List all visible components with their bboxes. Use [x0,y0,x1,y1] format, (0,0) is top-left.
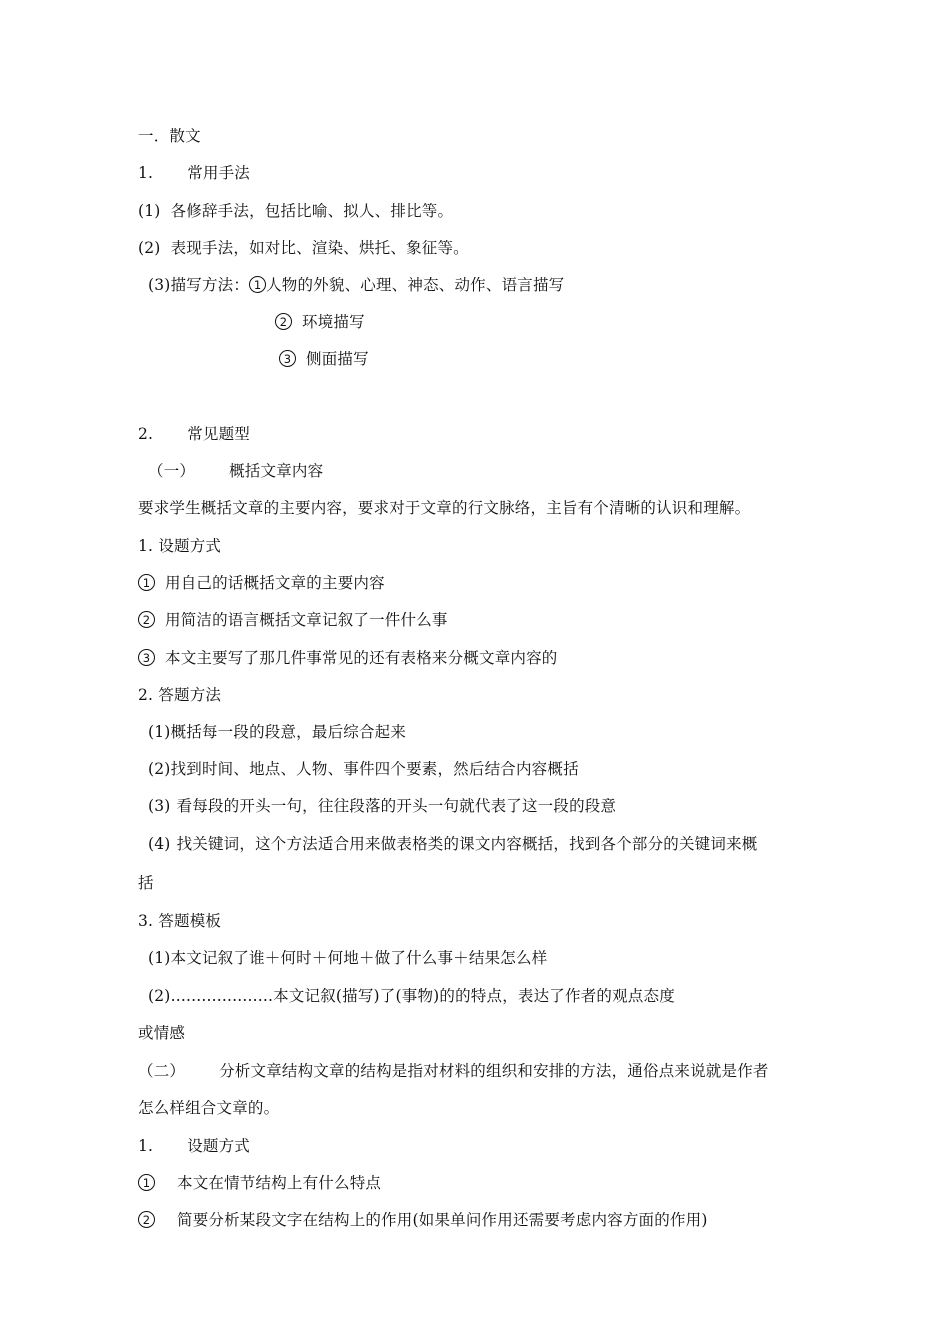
sub2-ask-heading [138,1136,250,1156]
sub2-marker: （二） [138,1062,186,1080]
sub2-heading-cont: 怎么样组合文章的。 [138,1099,280,1117]
method-text: 找到时间、地点、人物、事件四个要素，然后结合内容概括 [170,760,579,778]
circled-number: 3 [279,350,296,367]
ask-text: 用自己的话概括文章的主要内容 [165,574,385,592]
circled-number: 1 [138,574,155,591]
part1-number: 1. [138,164,154,182]
circled-number: 2 [275,313,292,330]
description-text: 侧面描写 [306,350,369,368]
sub1-marker: （一） [148,462,196,480]
part1-heading [138,163,250,183]
part1-item-2 [138,238,469,258]
sub2-text: 分析文章结构文章的结构是指对材料的组织和安排的方法，通俗点来说就是作者 [219,1062,769,1080]
sub2-heading [138,1061,769,1081]
item-marker: (3) [148,276,171,294]
sub1-template-item-1 [148,948,547,968]
sub1-template-item-2 [148,986,675,1006]
sub1-template-heading: 3. 答题模板 [138,912,222,930]
sub1-template-item-2-cont: 或情感 [138,1024,186,1042]
ask-text: 简要分析某段文字在结构上的作用(如果单问作用还需要考虑内容方面的作用) [177,1211,708,1229]
sub2-ask-title: 设题方式 [187,1137,251,1155]
circled-number: 2 [138,611,155,628]
circled-number: 3 [138,649,155,666]
ask-text: 本文主要写了那几件事常见的还有表格来分概文章内容的 [165,649,558,667]
part1-description-3 [279,349,369,369]
item-text: 各修辞手法，包括比喻、拟人、排比等。 [170,202,454,220]
part1-item-3 [148,275,564,295]
circled-number: 1 [138,1174,155,1191]
sub1-method-item-4 [148,834,757,854]
method-marker: (1) [148,723,171,741]
item-text: 描写方法： [170,276,250,294]
part2-number: 2. [138,425,154,443]
part2-heading [138,424,250,444]
sub1-heading [148,461,323,481]
template-text: ....................本文记叙(描写)了(事物)的的特点，表达了作者的观点态度 [170,987,675,1005]
part1-title: 常用手法 [187,164,251,182]
ask-text: 本文在情节结构上有什么特点 [177,1174,382,1192]
section-heading: 一．散文 [138,127,201,145]
description-text: 人物的外貌、心理、神态、动作、语言描写 [266,276,565,294]
sub1-title: 概括文章内容 [229,462,324,480]
sub1-method-item-3 [148,796,616,816]
ask-text: 用简洁的语言概括文章记叙了一件什么事 [165,611,448,629]
sub1-intro: 要求学生概括文章的主要内容，要求对于文章的行文脉络，主旨有个清晰的认识和理解。 [138,499,751,517]
circled-number: 1 [249,276,266,293]
description-text: 环境描写 [302,313,365,331]
part1-item-1 [138,201,453,221]
method-marker: (2) [148,760,171,778]
method-marker: (4) [148,835,171,853]
sub2-ask-item-2 [138,1210,708,1230]
sub2-ask-number: 1. [138,1137,154,1155]
template-marker: (1) [148,949,171,967]
method-text: 找关键词，这个方法适合用来做表格类的课文内容概括，找到各个部分的关键词来概 [176,835,758,853]
item-marker: (2) [138,239,161,257]
sub1-method-item-1 [148,722,406,742]
circled-number: 2 [138,1211,155,1228]
part1-description-2 [275,312,365,332]
part2-title: 常见题型 [187,425,251,443]
sub1-method-item-4-cont: 括 [138,874,154,892]
sub2-ask-item-1 [138,1173,381,1193]
method-marker: (3) [148,797,171,815]
sub1-ask-item-1 [138,573,385,593]
template-marker: (2) [148,987,171,1005]
method-text: 看每段的开头一句，往往段落的开头一句就代表了这一段的段意 [176,797,617,815]
method-text: 概括每一段的段意，最后综合起来 [170,723,407,741]
sub1-method-heading: 2. 答题方法 [138,686,222,704]
template-text: 本文记叙了谁＋何时＋何地＋做了什么事＋结果怎么样 [170,949,548,967]
item-marker: (1) [138,202,161,220]
item-text: 表现手法，如对比、渲染、烘托、象征等。 [170,239,469,257]
sub1-method-item-2 [148,759,579,779]
sub1-ask-heading: 1. 设题方式 [138,537,222,555]
sub1-ask-item-3 [138,648,558,668]
sub1-ask-item-2 [138,610,448,630]
